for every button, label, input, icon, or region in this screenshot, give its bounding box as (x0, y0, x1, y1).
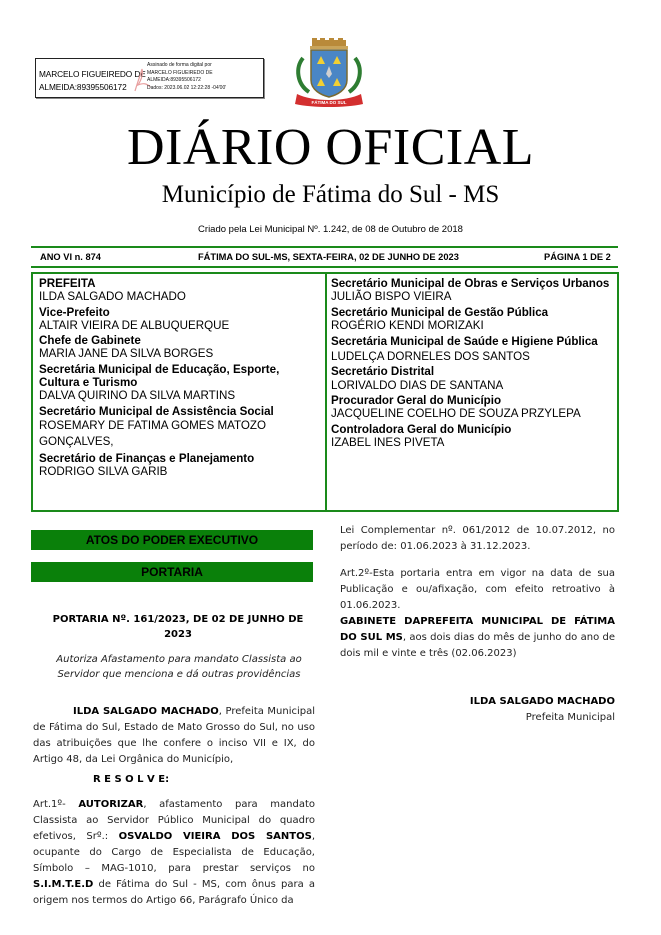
signature-details: Assinado de forma digital por MARCELO FIGUEIREDO DE ALMEIDA:89395506172 Dados: 2023.06.02 12:22:28 -04'00' (147, 62, 227, 91)
municipality-subtitle: Município de Fátima do Sul - MS (161, 181, 500, 208)
article-1: Art.1º- AUTORIZAR, afastamento para mandato Classista ao Servidor Público Municipal do quadro efetivos, Srº.: OSVALDO VIEIRA DOS SANTOS, ocupante do Cargo de Especialista de Educação, Símbolo – MAG-1010, para prestar serviços no S.I.M.T.E.D de Fátima do Sul - MS, com ônus para a origem nos termos do Artigo 66, Parágrafo Único da (33, 799, 315, 906)
official-entry: PREFEITA ILDA SALGADO MACHADO (39, 277, 186, 304)
official-entry: Secretário de Finanças e Planejamento RODRIGO SILVA GARIB (39, 451, 255, 479)
portaria-heading: PORTARIA Nº. 161/2023, DE 02 DE JUNHO DE 2023 (52, 614, 304, 640)
official-entry: Controladora Geral do Município IZABEL INES PIVETA (331, 422, 512, 449)
signer-title: Prefeita Municipal (525, 712, 615, 723)
official-entry: Secretária Municipal de Saúde e Higiene Pública LUDELÇA DORNELES DOS SANTOS (331, 335, 598, 364)
official-entry: Procurador Geral do Município JACQUELINE COELHO DE SOUZA PRZYLEPA (331, 394, 581, 421)
signer-identity: MARCELO FIGUEIREDO DE ALMEIDA:89395506172 (39, 69, 146, 92)
official-entry: Secretário Municipal de Gestão Pública ROGÉRIO KENDI MORIZAKI (331, 305, 549, 332)
officials-left-column (39, 277, 319, 481)
official-entry: Secretário Municipal de Obras e Serviços Urbanos JULIÃO BISPO VIEIRA (331, 277, 610, 304)
official-entry: Vice-Prefeito ALTAIR VIEIRA DE ALBUQUERQUE (39, 305, 230, 332)
portaria-intro: ILDA SALGADO MACHADO, Prefeita Municipal de Fátima do Sul, Estado de Mato Grosso do Sul, no uso das atribuições que lhe confere o inciso VII e IX, do Artigo 48, da Lei Orgânica do Município, (33, 706, 315, 765)
edition-place-date: FÁTIMA DO SUL-MS, SEXTA-FEIRA, 02 DE JUNHO DE 2023 (198, 252, 459, 262)
signer-name: ILDA SALGADO MACHADO (469, 696, 615, 707)
article-2: Art.2º-Esta portaria entra em vigor na data de sua Publicação e ou/afixação, com efeito retroativo à 01.06.2023. (340, 568, 615, 611)
resolve-heading: R E S O L V E: (93, 774, 170, 785)
closing-statement: GABINETE DAPREFEITA MUNICIPAL DE FÁTIMA DO SUL MS, aos dois dias do mês de junho do ano de dois mil e vinte e três (02.06.2023) (340, 616, 615, 659)
coat-of-arms-icon (289, 38, 369, 108)
digital-signature-stamp (35, 58, 264, 98)
official-entry: Chefe de Gabinete MARIA JANE DA SILVA BORGES (39, 334, 214, 361)
officials-box (31, 272, 619, 512)
official-entry: Secretária Municipal de Educação, Esporte, Cultura e Turismo DALVA QUIRINO DA SILVA MARTINS (39, 362, 280, 403)
page-indicator: PÁGINA 1 DE 2 (544, 252, 611, 262)
newspaper-title: DIÁRIO OFICIAL (126, 119, 535, 176)
article-1-continued: Lei Complementar nº. 061/2012 de 10.07.2012, no período de: 01.06.2023 à 31.12.2023. (340, 525, 615, 552)
official-entry: Secretário Distrital LORIVALDO DIAS DE SANTANA (331, 365, 504, 392)
section-bar-executive: ATOS DO PODER EXECUTIVO (31, 530, 313, 550)
top-rule (31, 246, 618, 248)
portaria-summary: Autoriza Afastamento para mandato Classista ao Servidor que menciona e dá outras providências (56, 654, 302, 680)
svg-text:FÁTIMA DO SUL: FÁTIMA DO SUL (311, 100, 347, 105)
official-entry: Secretário Municipal de Assistência Social ROSEMARY DE FATIMA GOMES MATOZO GONÇALVES, (39, 404, 274, 448)
edition-number: ANO VI n. 874 (40, 252, 101, 262)
section-bar-portaria: PORTARIA (31, 562, 313, 582)
bottom-rule (31, 266, 618, 268)
officials-right-column (331, 277, 613, 451)
creation-law-note: Criado pela Lei Municipal Nº. 1.242, de 08 de Outubro de 2018 (198, 224, 463, 235)
column-divider (325, 274, 327, 510)
